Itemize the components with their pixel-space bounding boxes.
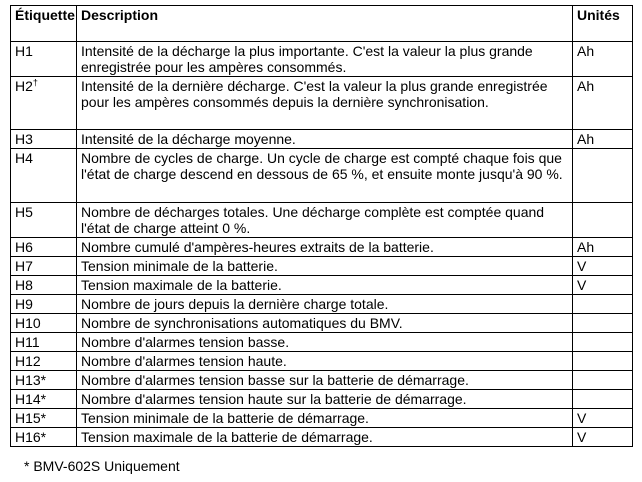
row-label: H7	[11, 257, 77, 276]
row-label: H15*	[11, 409, 77, 428]
table-row	[11, 428, 633, 447]
row-description: Nombre de cycles de charge. Un cycle de charge est compté chaque fois que l'état de charge descend en dessous de 65 %, et ensuite monte jusqu'à 90 %.	[77, 149, 573, 203]
row-description: Tension maximale de la batterie de démarrage.	[77, 428, 573, 447]
row-unit	[573, 371, 633, 390]
row-unit	[573, 352, 633, 371]
row-label: H11	[11, 333, 77, 352]
table-row	[11, 77, 633, 130]
header-label: Étiquette	[11, 6, 77, 42]
row-unit	[573, 314, 633, 333]
row-description: Intensité de la décharge la plus importante. C'est la valeur la plus grande enregistrée pour les ampères consommés.	[77, 42, 573, 77]
row-unit: Ah	[573, 238, 633, 257]
table-row	[11, 130, 633, 149]
table-row	[11, 295, 633, 314]
header-description: Description	[77, 6, 573, 42]
row-description: Nombre de synchronisations automatiques du BMV.	[77, 314, 573, 333]
row-label	[11, 77, 77, 130]
table-header-row	[11, 6, 633, 42]
dagger-mark: †	[32, 77, 38, 88]
row-label: H16*	[11, 428, 77, 447]
row-description: Tension maximale de la batterie.	[77, 276, 573, 295]
row-unit: V	[573, 257, 633, 276]
row-description: Nombre de décharges totales. Une décharge complète est comptée quand l'état de charge atteint 0 %.	[77, 203, 573, 238]
row-label: H1	[11, 42, 77, 77]
row-label: H6	[11, 238, 77, 257]
row-unit: Ah	[573, 130, 633, 149]
footnote: * BMV-602S Uniquement	[24, 458, 180, 474]
row-unit	[573, 390, 633, 409]
row-label: H10	[11, 314, 77, 333]
row-label: H8	[11, 276, 77, 295]
table-row	[11, 276, 633, 295]
row-label: H14*	[11, 390, 77, 409]
table-row	[11, 371, 633, 390]
row-label-text: H2	[15, 78, 33, 94]
table-row	[11, 409, 633, 428]
table-row	[11, 149, 633, 203]
table-row	[11, 333, 633, 352]
row-label: H9	[11, 295, 77, 314]
row-unit: Ah	[573, 77, 633, 130]
row-unit: V	[573, 428, 633, 447]
row-unit	[573, 149, 633, 203]
row-unit	[573, 333, 633, 352]
row-description: Intensité de la dernière décharge. C'est la valeur la plus grande enregistrée pour les ampères consommés depuis la dernière synchronisation.	[77, 77, 573, 130]
row-description: Intensité de la décharge moyenne.	[77, 130, 573, 149]
row-description: Tension minimale de la batterie.	[77, 257, 573, 276]
table-row	[11, 257, 633, 276]
row-label: H12	[11, 352, 77, 371]
row-unit: V	[573, 409, 633, 428]
table-row	[11, 314, 633, 333]
row-label: H4	[11, 149, 77, 203]
row-label: H5	[11, 203, 77, 238]
row-unit: V	[573, 276, 633, 295]
table-row	[11, 203, 633, 238]
table-row	[11, 238, 633, 257]
row-description: Nombre d'alarmes tension haute.	[77, 352, 573, 371]
row-description: Nombre d'alarmes tension haute sur la batterie de démarrage.	[77, 390, 573, 409]
row-label: H13*	[11, 371, 77, 390]
row-unit	[573, 203, 633, 238]
row-description: Nombre de jours depuis la dernière charge totale.	[77, 295, 573, 314]
header-units: Unités	[573, 6, 633, 42]
table-row	[11, 352, 633, 371]
row-unit	[573, 295, 633, 314]
row-description: Nombre d'alarmes tension basse.	[77, 333, 573, 352]
row-description: Nombre d'alarmes tension basse sur la batterie de démarrage.	[77, 371, 573, 390]
row-label: H3	[11, 130, 77, 149]
row-unit: Ah	[573, 42, 633, 77]
table-row	[11, 42, 633, 77]
row-description: Nombre cumulé d'ampères-heures extraits de la batterie.	[77, 238, 573, 257]
history-parameters-table	[10, 5, 633, 447]
table-row	[11, 390, 633, 409]
row-description: Tension minimale de la batterie de démarrage.	[77, 409, 573, 428]
